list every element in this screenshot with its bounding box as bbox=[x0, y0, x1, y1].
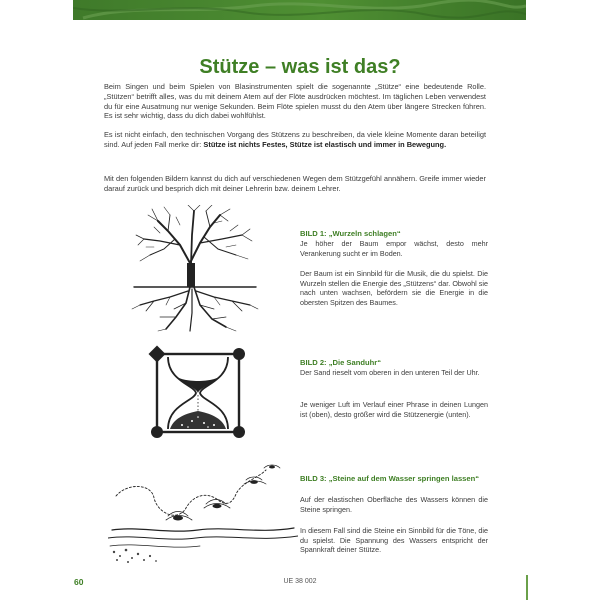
picture-3-text-1: Auf der elastischen Oberfläche des Wassers können die Steine springen. bbox=[300, 495, 488, 514]
support-paragraph bbox=[104, 130, 486, 150]
picture-1-heading: BILD 1: „Wurzeln schlagen“ bbox=[300, 229, 401, 238]
picture-2-text-2: Je weniger Luft im Verlauf einer Phrase in deinen Lungen ist (oben), desto größer wird die Stützenergie (unten). bbox=[300, 400, 488, 419]
picture-1-text-2: Der Baum ist ein Sinnbild für die Musik, die du spielst. Die Wurzeln stellen die Energie des „Stützens“ dar. Obwohl sie nach unten wachsen, befördern sie die Energie in die obersten Spitzen des Baumes. bbox=[300, 269, 488, 307]
intro-paragraph: Beim Singen und beim Spielen von Blasinstrumenten spielt die sogenannte „Stütze“ eine bedeutende Rolle. „Stützen“ betrifft alles, was du mit deinem Atem auf der Flöte ausdrücken möchtest. Im täglichen Leben verwendest du für eine Ausatmung nur wenige Sekunden. Beim Flöte spielen musst du den Atem über längere Strecken führen. Es ist sehr wichtig, dass du dich dabei wohlfühlst. bbox=[104, 82, 486, 121]
picture-3-heading: BILD 3: „Steine auf dem Wasser springen lassen“ bbox=[300, 474, 480, 483]
picture-3-text-2: In diesem Fall sind die Steine ein Sinnbild für die Töne, die du spielst. Die Spannung des Wassers entspricht der Spannkraft deiner Stütze. bbox=[300, 526, 488, 555]
support-key-statement: Stütze ist nichts Festes, Stütze ist elastisch und immer in Bewegung. bbox=[203, 139, 447, 149]
page-number: 60 bbox=[74, 577, 84, 587]
edition-code: UE 38 002 bbox=[283, 578, 317, 585]
bottom-accent-bar bbox=[526, 575, 528, 600]
picture-2-heading: BILD 2: „Die Sanduhr“ bbox=[300, 358, 382, 367]
picture-2-text-1: Der Sand rieselt vom oberen in den unteren Teil der Uhr. bbox=[300, 368, 480, 377]
tree-roots-illustration bbox=[130, 205, 260, 333]
header-banner bbox=[73, 0, 526, 20]
support-text: Es ist nicht einfach, den technischen Vorgang des Stützens zu beschreiben, da viele kleine Momente daran beteiligt sind. Auf jeden Fall merke dir: bbox=[104, 130, 486, 149]
picture-1-text-1: Je höher der Baum empor wächst, desto mehr Verankerung sucht er im Boden. bbox=[300, 239, 488, 258]
pictures-intro-paragraph: Mit den folgenden Bildern kannst du dich auf verschiedenen Wegen dem Stützgefühl annähern. Greife immer wieder darauf zurück und besprich dich mit deiner Lehrerin bzw. deinem Lehrer. bbox=[104, 174, 486, 193]
hourglass-illustration bbox=[148, 345, 248, 441]
page-title: Stütze – was ist das? bbox=[199, 56, 401, 78]
skipping-stones-illustration bbox=[108, 464, 298, 564]
